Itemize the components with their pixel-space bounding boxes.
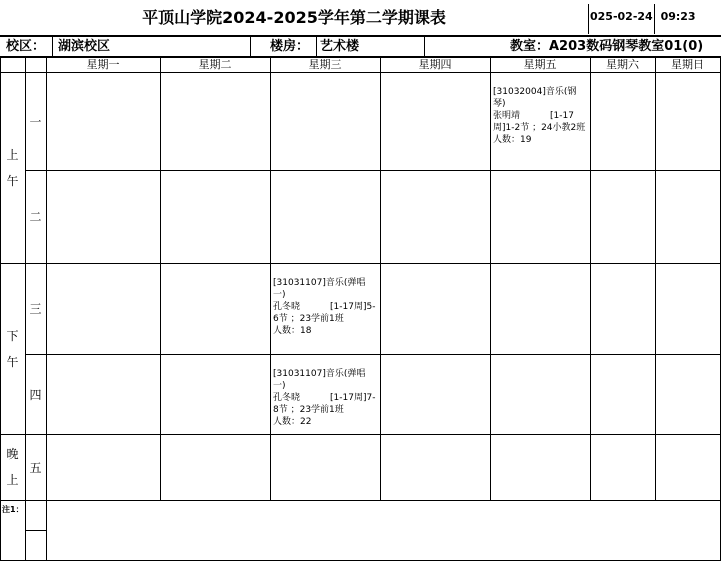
building-label: 楼房： [270, 39, 310, 54]
slot-label: 二 [29, 210, 42, 224]
room-info: 教室：A203数码钢琴教室01(0) [510, 39, 704, 54]
period-label: 晚 上 [6, 447, 19, 487]
info-divider-4 [424, 37, 425, 56]
slot-label: 四 [29, 387, 42, 402]
column-border [380, 57, 381, 500]
column-border [655, 57, 656, 500]
day-header: 星期六 [606, 58, 639, 71]
period-border [0, 263, 721, 264]
course-weeks: [1-17周]5-6节 ；23学前1班 [273, 302, 376, 324]
slot-border [25, 170, 720, 171]
timestamp-time: 09:23 [660, 10, 696, 23]
note-row-border [25, 530, 46, 531]
day-header: 星期二 [198, 58, 232, 71]
course-cell[interactable] [490, 84, 590, 170]
campus-value: 湖滨校区 [58, 39, 111, 54]
slot-border [25, 354, 720, 355]
info-divider-3 [316, 37, 317, 56]
course-teacher-weeks [273, 301, 377, 325]
page-title: 平顶山学院2024-2025学年第二学期课表 [142, 8, 446, 27]
timestamp [590, 10, 696, 23]
period-label: 上 午 [6, 147, 19, 188]
note-label: 注1： [2, 505, 24, 514]
course-code: [31031107]音乐(弹唱一) [273, 278, 366, 300]
course-count: 人数：19 [493, 135, 532, 145]
course-cell[interactable] [270, 366, 380, 434]
info-divider-1 [52, 37, 53, 56]
column-border [590, 57, 591, 500]
day-header: 星期一 [86, 58, 120, 71]
campus-label: 校区： [6, 39, 46, 54]
day-header: 星期三 [308, 58, 342, 71]
day-header: 星期日 [671, 58, 704, 71]
info-divider-2 [250, 37, 251, 56]
period-border [0, 434, 721, 435]
column-border [46, 57, 47, 560]
course-teacher: 孔冬晓 [273, 393, 301, 403]
slot-label: 三 [29, 302, 42, 316]
timestamp-date: 025-02-24 [590, 10, 653, 23]
course-cell[interactable] [270, 275, 380, 354]
column-border [0, 57, 1, 560]
building-value: 艺术楼 [320, 39, 360, 54]
course-weeks: [1-17周]1-2节 ；24小教2班 [493, 111, 586, 133]
course-teacher: 孔冬晓 [273, 302, 301, 312]
header-bottom-border [0, 72, 721, 73]
slot-label: 一 [29, 114, 42, 129]
course-teacher-weeks [273, 392, 377, 416]
course-code: [31031107]音乐(弹唱一) [273, 369, 366, 391]
course-code: [31032004]音乐(钢琴) [493, 87, 577, 109]
course-teacher-weeks [493, 110, 587, 134]
course-teacher: 张明靖 [493, 111, 521, 121]
day-header: 星期五 [523, 58, 557, 71]
column-border [25, 57, 26, 560]
period-label: 下 午 [6, 328, 19, 369]
slot-label: 五 [29, 460, 42, 475]
course-weeks: [1-17周]7-8节 ；23学前1班 [273, 393, 376, 415]
title-divider-2 [654, 4, 655, 34]
day-header: 星期四 [418, 58, 452, 71]
course-count: 人数：22 [273, 417, 312, 427]
course-count: 人数：18 [273, 326, 312, 336]
column-border [160, 57, 161, 500]
title-divider [588, 4, 589, 34]
period-border [0, 500, 721, 501]
